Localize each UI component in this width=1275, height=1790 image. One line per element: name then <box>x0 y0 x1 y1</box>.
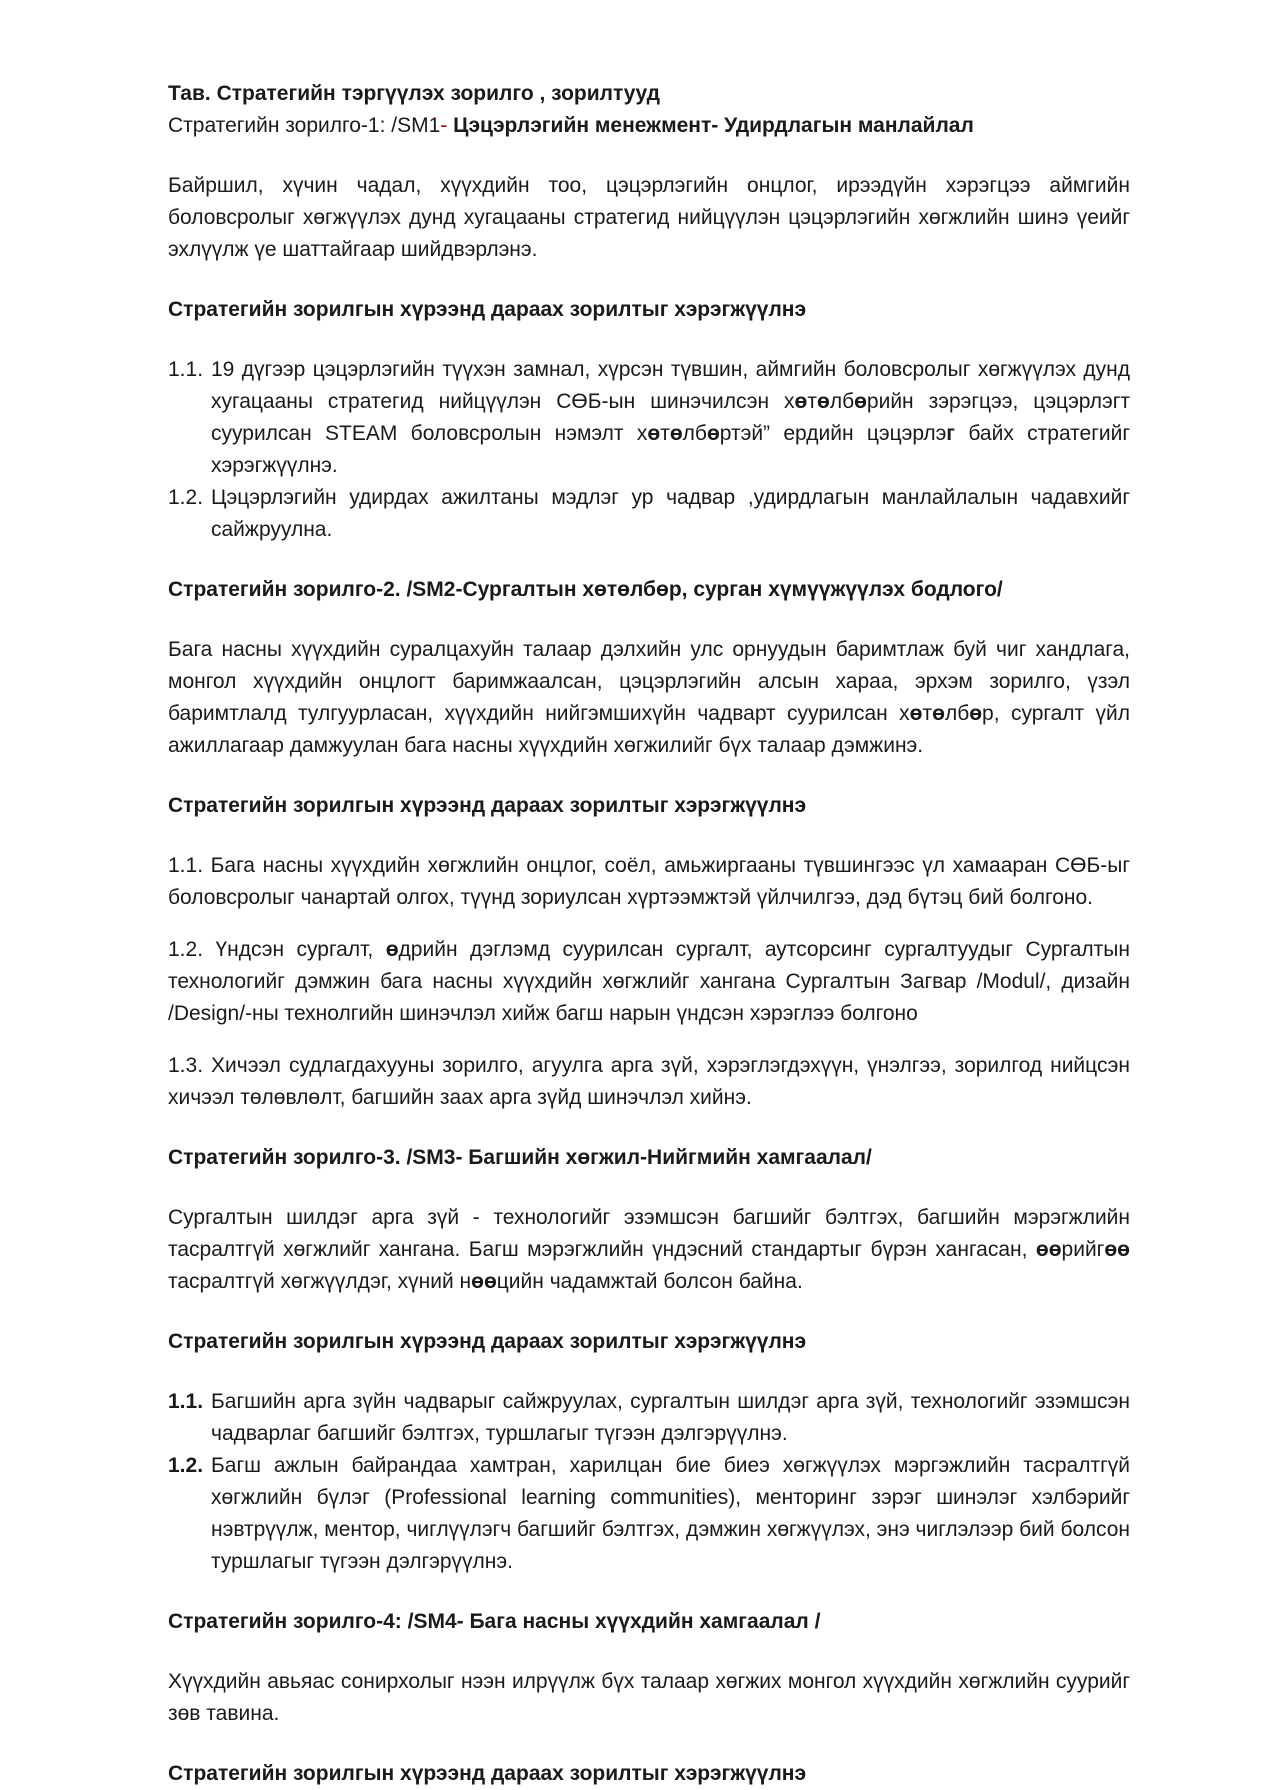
text-run: г <box>946 422 956 445</box>
goal-1-objective-1-2 <box>168 482 1130 546</box>
text-run: т <box>922 702 933 725</box>
strategic-goal-4-heading <box>168 1606 1130 1638</box>
text-run: ртэй” ердийн цэцэрлэ <box>719 422 947 445</box>
text-run: Байршил, хүчин чадал, хүүхдийн тоо, цэцэрлэгийн онцлог, ирээдүйн хэрэгцээ аймгийн боловсролыг хөгжүүлэх дунд хугацааны стратегид нийцүүлэн цэцэрлэгийн хөгжлийн шинэ үеийг эхлүүлж үе шаттайгаар шийдвэрлэнэ. <box>168 174 1130 261</box>
doc-title <box>168 78 1130 110</box>
text-run: ө <box>854 390 867 413</box>
text-run: дрийн дэглэмд суурилсан сургалт, аутсорсинг сургалтуудыг Сургалтын технологийг дэмжин бага насны хүүхдийн хөгжлийг хангана Сургалтын Загвар /Modul/, дизайн /Design/-ны технолгийн шинэчлэл хийж багш нарын үндсэн хэрэглээ болгоно <box>168 938 1130 1025</box>
text-run: ө <box>816 390 830 413</box>
objectives-heading-1 <box>168 294 1130 326</box>
text-run: т <box>807 390 817 413</box>
text-run: лб <box>829 390 855 413</box>
document-content <box>168 78 1130 1790</box>
list-marker: 1.2. <box>168 1454 204 1477</box>
text-run: ө <box>909 702 923 725</box>
text-run: Багш ажлын байрандаа хамтран, харилцан бие биеэ хөгжүүлэх мэргэжлийн тасралтгүй хөгжлийн бүлэг (Professional learning communities), менторинг зэрэг шинэлэг хэлбэрийг нэвтрүүлж, ментор, чиглүүлэгч багшийг бэлтгэх, дэмжин хөгжүүлэх, энэ чиглэлээр бий болсон туршлагыг түгээн дэлгэрүүлнэ. <box>211 1454 1130 1573</box>
text-run: Багшийн арга зүйн чадварыг сайжруулах, сургалтын шилдэг арга зүй, технологийг эзэмшсэн чадварлаг багшийг бэлтгэх, туршлагыг түгээн дэлгэрүүлнэ. <box>211 1390 1130 1445</box>
text-run: - <box>440 114 448 137</box>
text-run: Стратегийн зорилго-4: /SM4- Бага насны хүүхдийн хамгаалал / <box>168 1610 821 1633</box>
list-marker: 1.1. <box>168 1390 204 1413</box>
text-run: 1.1. Бага насны хүүхдийн хөгжлийн онцлог, соёл, амьжиргааны түвшингээс үл хамааран СӨБ-ыг боловсролыг чанартай олгох, түүнд зориулсан хүртээмжтэй үйлчилгээ, дэд бүтэц бий болгоно. <box>168 854 1130 909</box>
objectives-heading-2 <box>168 790 1130 822</box>
goal-1-objective-1-1 <box>168 354 1130 482</box>
text-run: Цэцэрлэгийн менежмент- Удирдлагын манлайлал <box>453 114 974 137</box>
text-run: 1.2. Үндсэн сургалт, <box>168 938 386 961</box>
text-run: байх стратегийг хэрэгжүүлнэ. <box>211 422 1130 477</box>
strategic-goal-3-heading <box>168 1142 1130 1174</box>
text-run: Бага насны хүүхдийн суралцахуйн талаар дэлхийн улс орнуудын баримтлаж буй чиг хандлага, монгол хүүхдийн онцлогт баримжаалсан, цэцэрлэгийн алсын хараа, эрхэм зорилго, үзэл баримтлалд тулгуурласан, хүүхдийн нийгэмшихүйн чадварт суурилсан х <box>168 638 1130 725</box>
goal-2-objective-1-2 <box>168 934 1130 1030</box>
text-run: лб <box>944 702 970 725</box>
strategic-goal-2-heading <box>168 574 1130 606</box>
goal-3-objective-1-1 <box>168 1386 1130 1450</box>
list-marker: 1.1. <box>168 358 204 381</box>
text-run: Стратегийн зорилгын хүрээнд дараах зорилтыг хэрэгжүүлнэ <box>168 1330 807 1353</box>
text-run: лб <box>682 422 707 445</box>
text-run: тасралтгүй хөгжүүлдэг, хүний н <box>168 1270 472 1293</box>
objectives-heading-3 <box>168 1326 1130 1358</box>
text-run: рийг <box>1061 1238 1105 1261</box>
text-run: Тав. Стратегийн тэргүүлэх зорилго , зорилтууд <box>168 82 660 105</box>
goal-2-objective-1-3 <box>168 1050 1130 1114</box>
objectives-heading-4 <box>168 1758 1130 1790</box>
goal-2-objective-1-1 <box>168 850 1130 914</box>
text-run: Стратегийн зорилгын хүрээнд дараах зорилтыг хэрэгжүүлнэ <box>168 794 807 817</box>
text-run: цийн чадамжтай болсон байна. <box>496 1270 803 1293</box>
text-run: Стратегийн зорилго-1: /SM1 <box>168 114 441 137</box>
text-run: ө <box>647 422 661 445</box>
text-run: өө <box>471 1270 497 1293</box>
text-run: Стратегийн зорилго-2. /SM2-Сургалтын хөтөлбөр, сурган хүмүүжүүлэх бодлого/ <box>168 578 1003 601</box>
list-marker: 1.2. <box>168 486 204 509</box>
text-run: Цэцэрлэгийн удирдах ажилтаны мэдлэг ур чадвар ,удирдлагын манлайлалын чадавхийг сайжруулна. <box>211 486 1130 541</box>
text-run: Хүүхдийн авьяас сонирхолыг нээн илрүүлж бүх талаар хөгжих монгол хүүхдийн хөгжлийн суурийг зөв тавина. <box>168 1670 1130 1725</box>
text-run: Сургалтын шилдэг арга зүй - технологийг эзэмшсэн багшийг бэлтгэх, багшийн мэрэгжлийн тасралтгүй хөгжлийг хангана. Багш мэрэгжлийн үндэсний стандартыг бүрэн хангасан, <box>168 1206 1130 1261</box>
text-run: ө <box>794 390 808 413</box>
text-run: ө <box>932 702 945 725</box>
text-run: 19 дүгээр цэцэрлэгийн түүхэн замнал, хүрсэн түвшин, аймгийн боловсролыг хөгжүүлэх дунд хугацааны стратегид нийцүүлэн СӨБ-ын шинэчилсэн х <box>211 358 1130 413</box>
text-run: Стратегийн зорилгын хүрээнд дараах зорилтыг хэрэгжүүлнэ <box>168 1762 807 1785</box>
text-run: ө <box>669 422 683 445</box>
text-run: 1.3. Хичээл судлагдахууны зорилго, агуулга арга зүй, хэрэглэгдэхүүн, үнэлгээ, зорилгод нийцсэн хичээл төлөвлөлт, багшийн заах арга зүйд шинэчлэл хийнэ. <box>168 1054 1130 1109</box>
text-run: ө <box>969 702 983 725</box>
text-run: ө <box>385 938 399 961</box>
text-run: ө <box>706 422 720 445</box>
strategic-goal-1-heading <box>168 110 1130 142</box>
text-run: т <box>660 422 670 445</box>
text-run: Стратегийн зорилго-3. /SM3- Багшийн хөгжил-Нийгмийн хамгаалал/ <box>168 1146 872 1169</box>
goal-3-objective-1-2 <box>168 1450 1130 1578</box>
text-run: өө <box>1035 1238 1062 1261</box>
goal-3-intro-paragraph <box>168 1202 1130 1298</box>
goal-2-intro-paragraph <box>168 634 1130 762</box>
text-run: рийн зэрэгцээ, цэцэрлэгт суурилсан STEAM боловсролын нэмэлт х <box>211 390 1130 445</box>
text-run: р, сургалт үйл ажиллагаар дамжуулан бага насны хүүхдийн хөгжилийг бүх талаар дэмжинэ. <box>168 702 1131 757</box>
text-run: Стратегийн зорилгын хүрээнд дараах зорилтыг хэрэгжүүлнэ <box>168 298 807 321</box>
goal-1-intro-paragraph <box>168 170 1130 266</box>
goal-4-intro-paragraph <box>168 1666 1130 1730</box>
text-run: өө <box>1104 1238 1130 1261</box>
